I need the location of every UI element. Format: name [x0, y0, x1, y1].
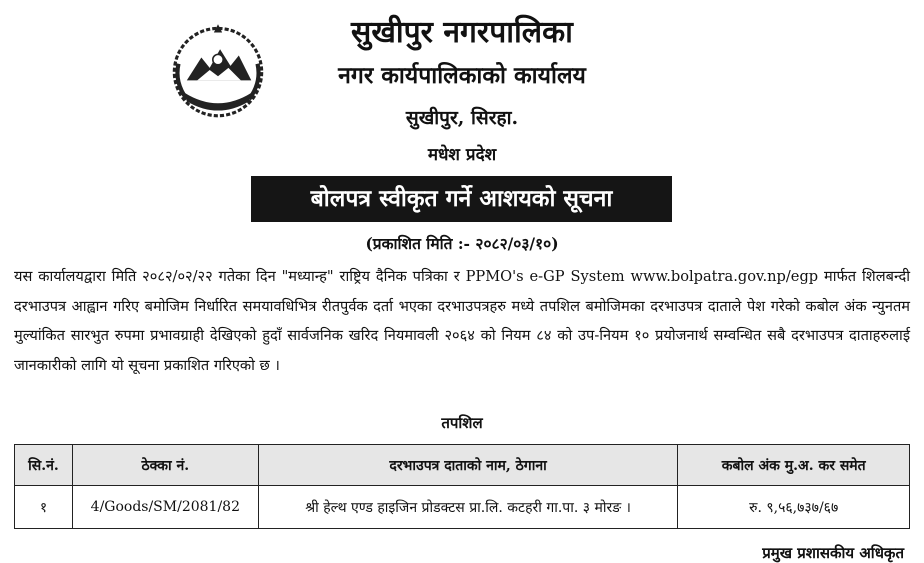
published-date: (प्रकाशित मिति :- २०८२/०३/१०)	[365, 234, 559, 253]
notice-body: यस कार्यालयद्वारा मिति २०८२/०२/२२ गतेका दिन "मध्यान्ह" राष्ट्रिय दैनिक पत्रिका र PPMO's e-GP System www.bolpatra.gov.np/egp मार्फत शिलबन्दी दरभाउपत्र आह्वान गरिए बमोजिम निर्धारित समयावधिभित्र रीतपुर्वक दर्ता भएका दरभाउपत्रहरु मध्ये तपशिल बमोजिमका दरभाउपत्र दाताले पेश गरेको कबोल अंक न्युनतम मुल्यांकित सारभुत रुपमा प्रभावग्राही देखिएको हुदाँ सार्वजनिक खरिद नियमावली २०६४ को नियम ८४ को उप-नियम १० प्रयोजनार्थ सम्वन्धित सबै दरभाउपत्र दाताहरुलाई जानकारीको लागि यो सूचना प्रकाशित गरिएको छ ।	[14, 268, 910, 374]
col-header-serial: सि.नं.	[15, 445, 73, 486]
cell-bidder: श्री हेल्थ एण्ड हाइजिन प्रोडक्टस प्रा.लि. कटहरी गा.पा. ३ मोरङ ।	[258, 486, 678, 529]
col-header-bid-amount: कबोल अंक मु.अ. कर समेत	[678, 445, 910, 486]
office-address: सुखीपुर, सिरहा.	[405, 107, 519, 129]
bid-table	[14, 444, 910, 529]
table-header-row	[15, 445, 910, 486]
office-name: सुखीपुर नगरपालिका	[351, 15, 573, 50]
schedule-label: तपशिल	[441, 414, 483, 432]
cell-contract-no: 4/Goods/SM/2081/82	[72, 486, 258, 529]
notice-title: बोलपत्र स्वीकृत गर्ने आशयको सूचना	[251, 176, 672, 222]
province-name: मधेश प्रदेश	[427, 145, 497, 165]
cell-serial: १	[15, 486, 73, 529]
office-subtitle: नगर कार्यपालिकाको कार्यालय	[338, 62, 586, 89]
cell-bid-amount: रु. ९,५६,७३७/६७	[678, 486, 910, 529]
table-row	[15, 486, 910, 529]
col-header-contract-no: ठेक्का नं.	[72, 445, 258, 486]
signature-title: प्रमुख प्रशासकीय अधिकृत	[762, 544, 904, 562]
col-header-bidder: दरभाउपत्र दाताको नाम, ठेगाना	[258, 445, 678, 486]
